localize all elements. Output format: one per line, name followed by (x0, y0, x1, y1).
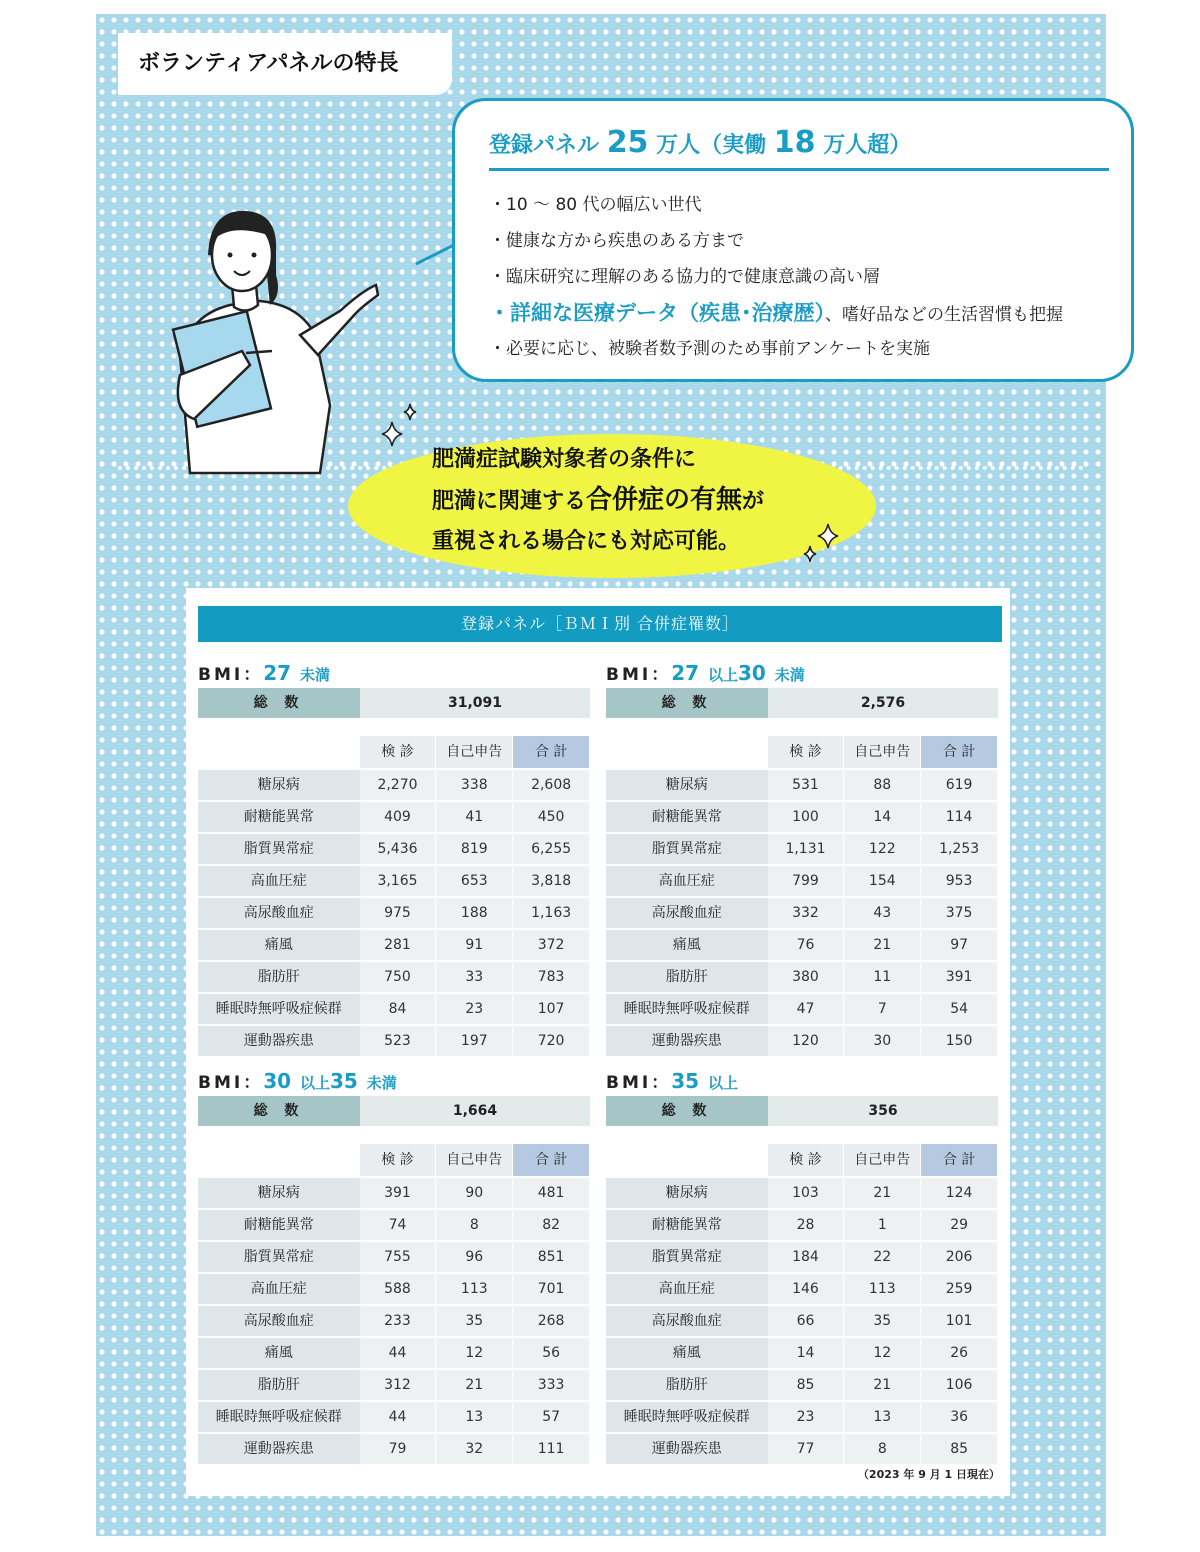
oval-line-2 (432, 480, 764, 522)
cell-self-report: 22 (844, 1242, 920, 1272)
cell-total: 450 (513, 802, 589, 832)
cell-self-report: 1 (844, 1210, 920, 1240)
bmi-value: 30 (263, 1069, 292, 1093)
cell-checkup: 76 (768, 930, 844, 960)
col-header-self-report: 自己申告 (436, 736, 512, 768)
cell-self-report: 33 (436, 962, 512, 992)
row-label: 痛風 (198, 1338, 360, 1368)
cell-checkup: 531 (768, 770, 844, 800)
col-header-total: 合 計 (921, 736, 997, 768)
cell-self-report: 35 (844, 1306, 920, 1336)
bmi-block (198, 658, 590, 1056)
table-row (606, 866, 998, 896)
row-label: 高尿酸血症 (198, 1306, 360, 1336)
row-label: 睡眠時無呼吸症候群 (198, 1402, 360, 1432)
total-label: 総 数 (606, 688, 768, 718)
row-label: 脂質異常症 (198, 1242, 360, 1272)
cell-total: 372 (513, 930, 589, 960)
total-label: 総 数 (198, 688, 360, 718)
row-label: 痛風 (606, 930, 768, 960)
cell-total: 26 (921, 1338, 997, 1368)
row-label: 痛風 (198, 930, 360, 960)
table-row (606, 930, 998, 960)
cell-self-report: 8 (844, 1434, 920, 1464)
cell-self-report: 21 (844, 930, 920, 960)
cell-self-report: 113 (436, 1274, 512, 1304)
column-header-row (606, 736, 998, 768)
cell-total: 6,255 (513, 834, 589, 864)
cell-total: 2,608 (513, 770, 589, 800)
row-label: 高血圧症 (606, 1274, 768, 1304)
cell-total: 85 (921, 1434, 997, 1464)
cell-self-report: 30 (844, 1026, 920, 1056)
row-label: 睡眠時無呼吸症候群 (606, 1402, 768, 1432)
oval-message (432, 440, 764, 562)
cell-checkup: 120 (768, 1026, 844, 1056)
table-row (606, 1370, 998, 1400)
cell-checkup: 79 (360, 1434, 436, 1464)
bmi-block-title (606, 658, 998, 688)
cell-self-report: 338 (436, 770, 512, 800)
table-row (198, 1338, 590, 1368)
cell-total: 481 (513, 1178, 589, 1208)
page-title: ボランティアパネルの特長 (118, 33, 452, 95)
total-value: 31,091 (360, 688, 590, 718)
bmi-block-title (606, 1066, 998, 1096)
bmi-table-card (186, 588, 1010, 1496)
row-label: 脂質異常症 (606, 834, 768, 864)
cell-total: 106 (921, 1370, 997, 1400)
cell-total: 268 (513, 1306, 589, 1336)
row-label: 高尿酸血症 (606, 1306, 768, 1336)
cell-total: 3,818 (513, 866, 589, 896)
col-header-checkup: 検 診 (360, 736, 436, 768)
table-row (198, 1306, 590, 1336)
cell-self-report: 154 (844, 866, 920, 896)
feature-item: ・必要に応じ、被験者数予測のため事前アンケートを実施 (489, 339, 930, 359)
row-label: 運動器疾患 (198, 1434, 360, 1464)
table-row (606, 1402, 998, 1432)
oval-line-2c: が (742, 489, 765, 514)
cell-checkup: 28 (768, 1210, 844, 1240)
cell-total: 619 (921, 770, 997, 800)
cell-total: 150 (921, 1026, 997, 1056)
table-row (606, 898, 998, 928)
feature-item-highlight (489, 295, 1063, 331)
cell-self-report: 8 (436, 1210, 512, 1240)
cell-total: 57 (513, 1402, 589, 1432)
row-label: 糖尿病 (606, 770, 768, 800)
bmi-block (606, 658, 998, 1056)
feature-bubble (452, 98, 1134, 382)
row-label: 脂質異常症 (198, 834, 360, 864)
heading-prefix: 登録パネル (489, 133, 600, 158)
bmi-unit: 以上 (707, 666, 738, 684)
row-label: 睡眠時無呼吸症候群 (606, 994, 768, 1024)
cell-checkup: 312 (360, 1370, 436, 1400)
feature-item-rest: 、嗜好品などの生活習慣も把握 (825, 305, 1063, 325)
cell-total: 56 (513, 1338, 589, 1368)
row-label: 脂質異常症 (606, 1242, 768, 1272)
feature-item: ・健康な方から疾患のある方まで (489, 231, 744, 251)
cell-self-report: 197 (436, 1026, 512, 1056)
row-label: 耐糖能異常 (198, 1210, 360, 1240)
heading-middle: 万人（実働 (656, 133, 767, 158)
cell-total: 375 (921, 898, 997, 928)
cell-checkup: 755 (360, 1242, 436, 1272)
table-row (198, 1434, 590, 1464)
cell-self-report: 21 (844, 1370, 920, 1400)
row-label: 糖尿病 (198, 770, 360, 800)
cell-self-report: 32 (436, 1434, 512, 1464)
cell-total: 1,163 (513, 898, 589, 928)
cell-total: 82 (513, 1210, 589, 1240)
row-label: 高血圧症 (198, 1274, 360, 1304)
cell-checkup: 84 (360, 994, 436, 1024)
cell-checkup: 5,436 (360, 834, 436, 864)
table-row (198, 866, 590, 896)
table-title: 登録パネル［ＢＭＩ別 合併症罹数］ (198, 606, 1002, 642)
footnote-date: （2023 年 9 月 1 日現在） (857, 1468, 1000, 1481)
table-row (198, 802, 590, 832)
cell-total: 1,253 (921, 834, 997, 864)
table-row (198, 1178, 590, 1208)
col-header-checkup: 検 診 (360, 1144, 436, 1176)
cell-total: 720 (513, 1026, 589, 1056)
row-label: 運動器疾患 (198, 1026, 360, 1056)
total-label: 総 数 (198, 1096, 360, 1126)
cell-checkup: 281 (360, 930, 436, 960)
table-row (198, 930, 590, 960)
sparkle-icon (800, 520, 844, 566)
table-row (198, 770, 590, 800)
cell-self-report: 41 (436, 802, 512, 832)
feature-item: ・臨床研究に理解のある協力的で健康意識の高い層 (489, 267, 880, 287)
row-label: 運動器疾患 (606, 1026, 768, 1056)
feature-item: ・10 ～ 80 代の幅広い世代 (489, 195, 702, 215)
bmi-value: 35 (671, 1069, 700, 1093)
table-row (198, 1242, 590, 1272)
cell-checkup: 380 (768, 962, 844, 992)
cell-checkup: 44 (360, 1402, 436, 1432)
cell-checkup: 74 (360, 1210, 436, 1240)
cell-checkup: 3,165 (360, 866, 436, 896)
cell-self-report: 91 (436, 930, 512, 960)
cell-self-report: 43 (844, 898, 920, 928)
bmi-value: 35 (329, 1069, 358, 1093)
cell-total: 29 (921, 1210, 997, 1240)
cell-total: 124 (921, 1178, 997, 1208)
bmi-label: BMI： (198, 665, 264, 685)
table-row (606, 1210, 998, 1240)
cell-self-report: 88 (844, 770, 920, 800)
cell-self-report: 21 (844, 1178, 920, 1208)
cell-self-report: 96 (436, 1242, 512, 1272)
total-row (198, 1096, 590, 1126)
oval-line-3: 重視される場合にも対応可能。 (432, 529, 741, 554)
cell-total: 783 (513, 962, 589, 992)
table-row (606, 994, 998, 1024)
row-label: 耐糖能異常 (198, 802, 360, 832)
cell-self-report: 23 (436, 994, 512, 1024)
col-header-total: 合 計 (921, 1144, 997, 1176)
table-row (198, 1026, 590, 1056)
heading-suffix: 万人超） (823, 133, 912, 158)
bmi-block-title (198, 1066, 590, 1096)
cell-checkup: 588 (360, 1274, 436, 1304)
cell-checkup: 14 (768, 1338, 844, 1368)
cell-self-report: 35 (436, 1306, 512, 1336)
row-label: 糖尿病 (198, 1178, 360, 1208)
table-row (198, 962, 590, 992)
row-label: 高尿酸血症 (606, 898, 768, 928)
cell-checkup: 799 (768, 866, 844, 896)
cell-self-report: 90 (436, 1178, 512, 1208)
row-label: 高血圧症 (606, 866, 768, 896)
col-header-self-report: 自己申告 (436, 1144, 512, 1176)
row-label: 耐糖能異常 (606, 1210, 768, 1240)
cell-checkup: 409 (360, 802, 436, 832)
col-header-total: 合 計 (513, 1144, 589, 1176)
table-row (198, 898, 590, 928)
table-row (198, 1370, 590, 1400)
column-header-row (606, 1144, 998, 1176)
col-header-total: 合 計 (513, 736, 589, 768)
bmi-block (606, 1066, 998, 1464)
table-row (606, 834, 998, 864)
cell-checkup: 44 (360, 1338, 436, 1368)
total-value: 356 (768, 1096, 998, 1126)
oval-emphasis: 合併症の有無 (586, 485, 743, 515)
cell-total: 851 (513, 1242, 589, 1272)
cell-self-report: 819 (436, 834, 512, 864)
bmi-unit: 未満 (366, 1074, 397, 1092)
cell-checkup: 77 (768, 1434, 844, 1464)
row-label: 痛風 (606, 1338, 768, 1368)
cell-checkup: 47 (768, 994, 844, 1024)
row-label: 脂肪肝 (198, 962, 360, 992)
sparkle-icon (380, 402, 424, 448)
table-row (198, 1210, 590, 1240)
bmi-label: BMI： (606, 1073, 672, 1093)
cell-checkup: 391 (360, 1178, 436, 1208)
cell-total: 101 (921, 1306, 997, 1336)
row-label: 脂肪肝 (606, 962, 768, 992)
bmi-value: 27 (671, 661, 700, 685)
cell-self-report: 13 (844, 1402, 920, 1432)
table-row (606, 1026, 998, 1056)
table-row (198, 1274, 590, 1304)
bmi-unit: 以上 (707, 1074, 738, 1092)
cell-checkup: 975 (360, 898, 436, 928)
cell-checkup: 85 (768, 1370, 844, 1400)
total-row (198, 688, 590, 718)
cell-checkup: 233 (360, 1306, 436, 1336)
cell-self-report: 12 (844, 1338, 920, 1368)
cell-self-report: 13 (436, 1402, 512, 1432)
col-header-self-report: 自己申告 (844, 1144, 920, 1176)
oval-line-1: 肥満症試験対象者の条件に (432, 447, 697, 472)
cell-self-report: 11 (844, 962, 920, 992)
cell-total: 259 (921, 1274, 997, 1304)
cell-checkup: 100 (768, 802, 844, 832)
cell-self-report: 14 (844, 802, 920, 832)
bmi-unit: 未満 (774, 666, 805, 684)
row-label: 運動器疾患 (606, 1434, 768, 1464)
cell-total: 206 (921, 1242, 997, 1272)
row-label: 睡眠時無呼吸症候群 (198, 994, 360, 1024)
bmi-label: BMI： (606, 665, 672, 685)
row-label: 糖尿病 (606, 1178, 768, 1208)
cell-self-report: 113 (844, 1274, 920, 1304)
cell-total: 107 (513, 994, 589, 1024)
total-row (606, 688, 998, 718)
bmi-unit: 以上 (299, 1074, 330, 1092)
table-row (198, 1402, 590, 1432)
table-row (606, 1306, 998, 1336)
cell-total: 953 (921, 866, 997, 896)
col-header-self-report: 自己申告 (844, 736, 920, 768)
cell-total: 114 (921, 802, 997, 832)
table-row (606, 1338, 998, 1368)
row-label: 脂肪肝 (606, 1370, 768, 1400)
heading-number-registered: 25 (606, 125, 649, 160)
cell-checkup: 2,270 (360, 770, 436, 800)
cell-checkup: 103 (768, 1178, 844, 1208)
total-value: 1,664 (360, 1096, 590, 1126)
column-header-row (198, 1144, 590, 1176)
bmi-block (198, 1066, 590, 1464)
cell-total: 333 (513, 1370, 589, 1400)
cell-checkup: 66 (768, 1306, 844, 1336)
cell-checkup: 23 (768, 1402, 844, 1432)
bmi-label: BMI： (198, 1073, 264, 1093)
cell-total: 701 (513, 1274, 589, 1304)
cell-self-report: 188 (436, 898, 512, 928)
row-label: 高血圧症 (198, 866, 360, 896)
bmi-block-title (198, 658, 590, 688)
cell-checkup: 750 (360, 962, 436, 992)
table-row (606, 1178, 998, 1208)
bmi-value: 27 (263, 661, 292, 685)
oval-line-2a: 肥満に関連する (432, 489, 587, 514)
heading-number-active: 18 (773, 125, 816, 160)
table-row (198, 994, 590, 1024)
cell-checkup: 146 (768, 1274, 844, 1304)
row-label: 耐糖能異常 (606, 802, 768, 832)
cell-self-report: 653 (436, 866, 512, 896)
bmi-unit: 未満 (299, 666, 330, 684)
total-label: 総 数 (606, 1096, 768, 1126)
table-row (606, 770, 998, 800)
cell-checkup: 184 (768, 1242, 844, 1272)
cell-self-report: 12 (436, 1338, 512, 1368)
row-label: 脂肪肝 (198, 1370, 360, 1400)
column-header-row (198, 736, 590, 768)
cell-checkup: 332 (768, 898, 844, 928)
cell-checkup: 1,131 (768, 834, 844, 864)
cell-self-report: 21 (436, 1370, 512, 1400)
cell-total: 36 (921, 1402, 997, 1432)
cell-total: 97 (921, 930, 997, 960)
bubble-heading (489, 125, 1109, 171)
total-row (606, 1096, 998, 1126)
cell-self-report: 122 (844, 834, 920, 864)
feature-list (489, 187, 1063, 367)
table-row (606, 1434, 998, 1464)
table-row (606, 962, 998, 992)
doctor-illustration (150, 205, 390, 475)
table-row (606, 1242, 998, 1272)
total-value: 2,576 (768, 688, 998, 718)
bmi-value: 30 (737, 661, 766, 685)
bullet: ・ (489, 301, 510, 325)
table-row (606, 802, 998, 832)
cell-total: 111 (513, 1434, 589, 1464)
table-row (606, 1274, 998, 1304)
cell-checkup: 523 (360, 1026, 436, 1056)
highlight-text: 詳細な医療データ（疾患･治療歴） (510, 301, 825, 325)
cell-self-report: 7 (844, 994, 920, 1024)
cell-total: 54 (921, 994, 997, 1024)
col-header-checkup: 検 診 (768, 736, 844, 768)
row-label: 高尿酸血症 (198, 898, 360, 928)
table-row (198, 834, 590, 864)
col-header-checkup: 検 診 (768, 1144, 844, 1176)
cell-total: 391 (921, 962, 997, 992)
